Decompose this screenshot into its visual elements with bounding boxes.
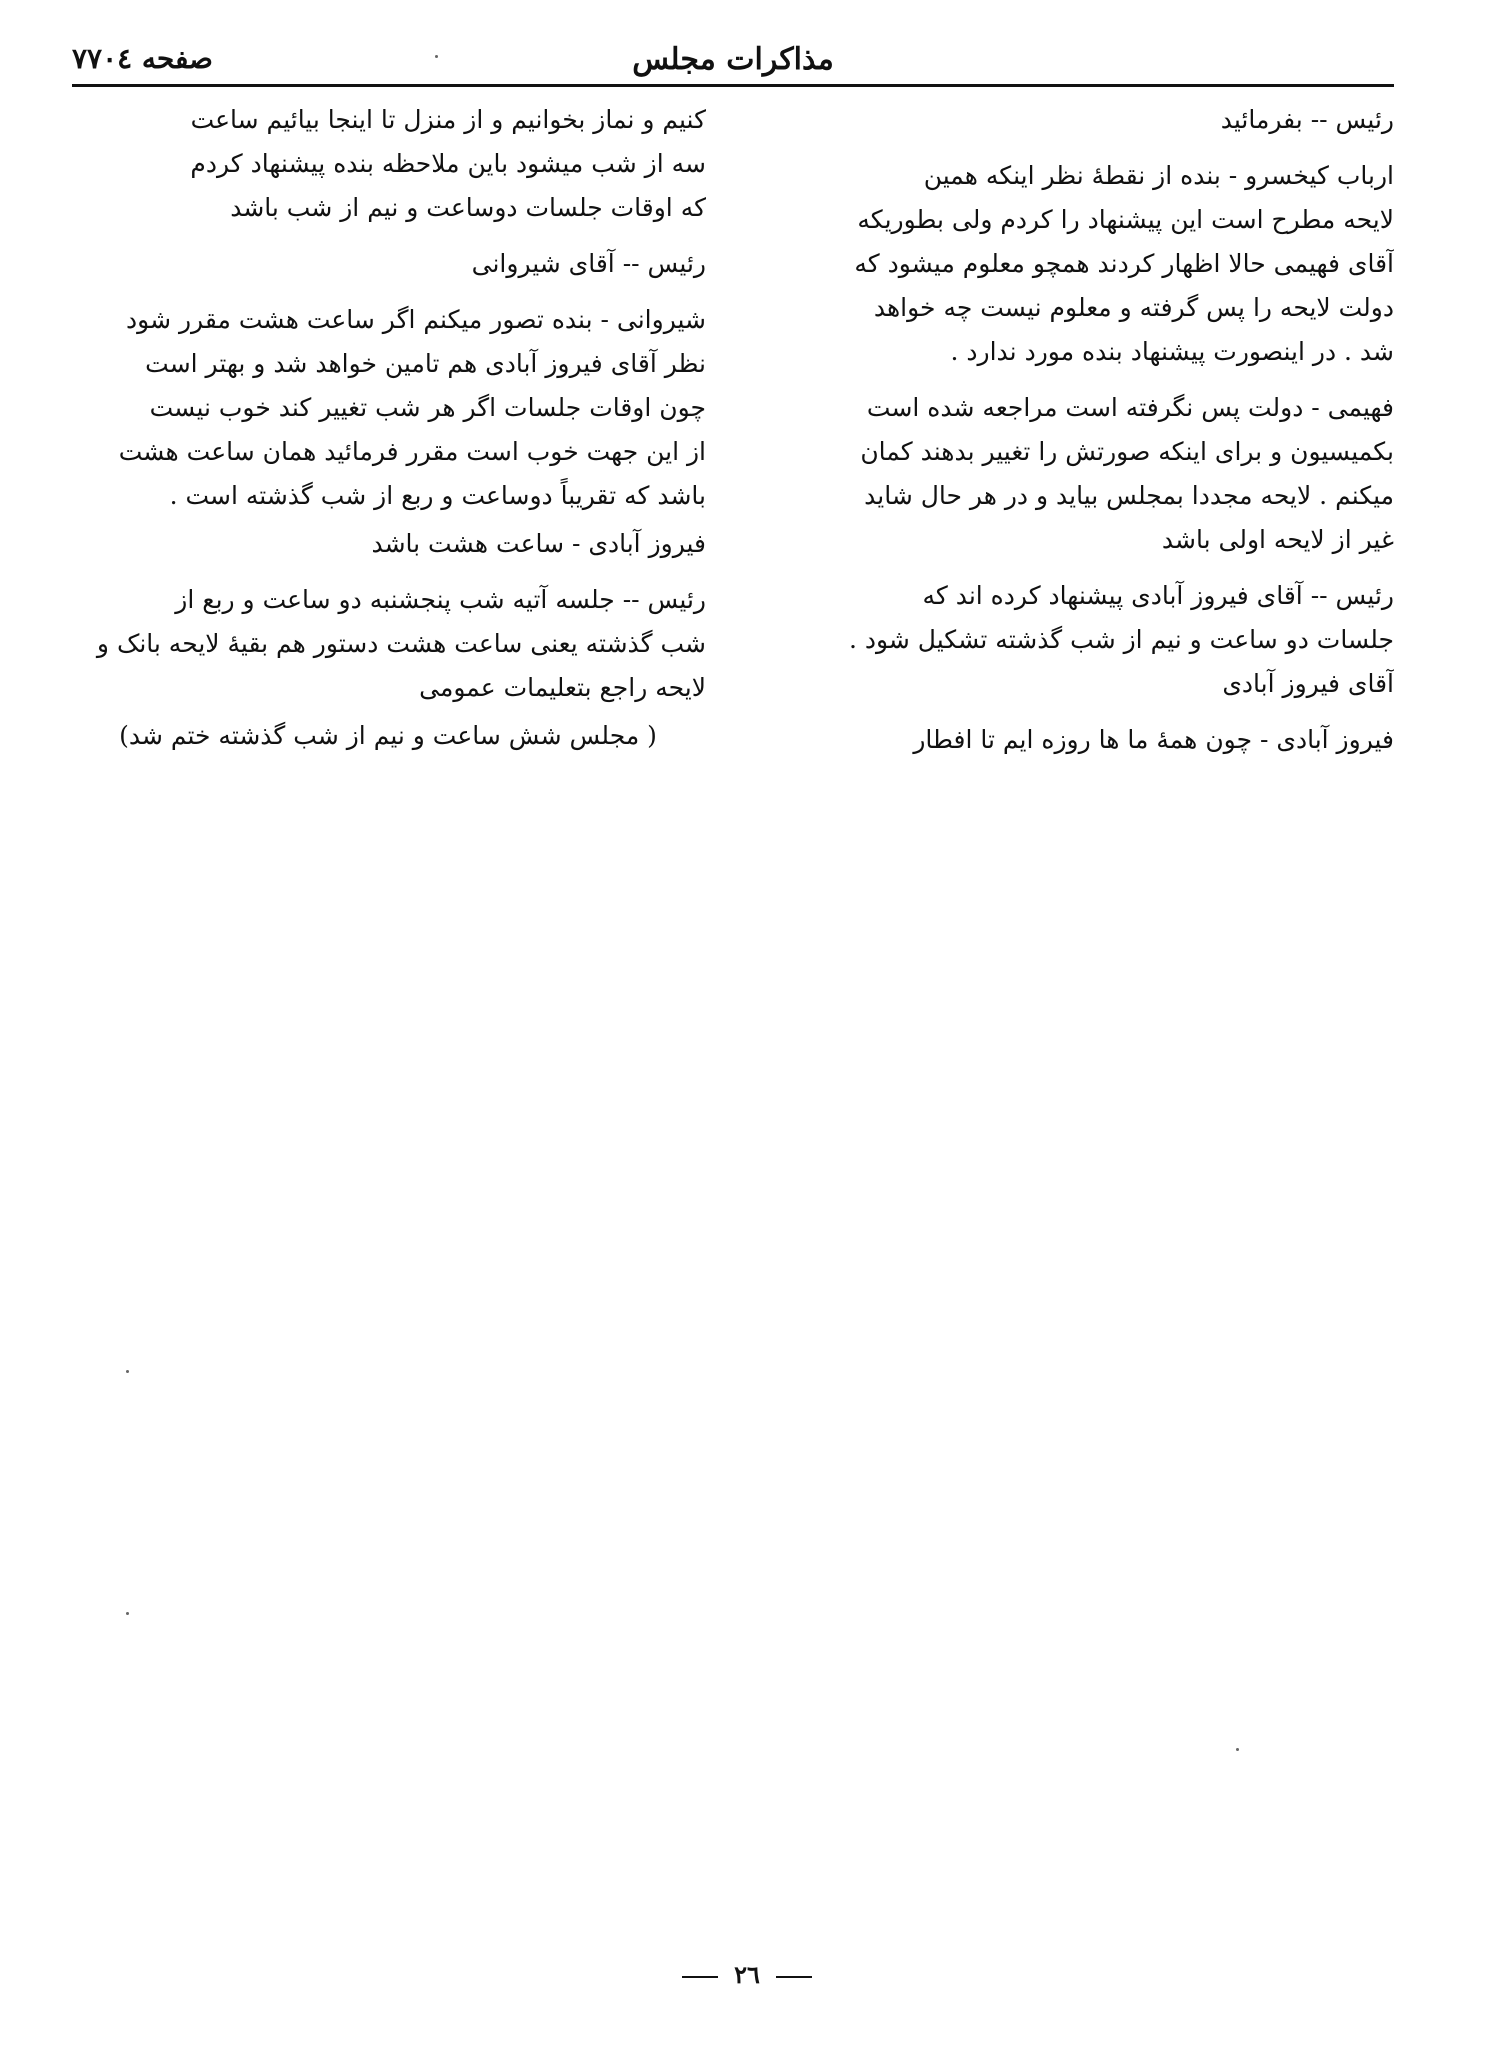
text-line: آقای فهیمی حالا اظهار کردند همچو معلوم میشود که bbox=[854, 249, 1394, 278]
text-line: سه از شب میشود باین ملاحظه بنده پیشنهاد کردم bbox=[190, 149, 706, 178]
page-footer bbox=[0, 1960, 1494, 1989]
text-line: که اوقات جلسات دوساعت و نیم از شب باشد bbox=[230, 193, 706, 222]
paragraph-firouzabadi-eight bbox=[70, 522, 706, 566]
paragraph-shirvani bbox=[70, 298, 706, 518]
text-line: فهیمی - دولت پس نگرفته است مراجعه شده است bbox=[866, 393, 1394, 422]
paragraph-continuation bbox=[70, 98, 706, 230]
text-line: آقای فیروز آبادی bbox=[1222, 669, 1394, 698]
paragraph-president-please bbox=[758, 98, 1394, 142]
text-line: چون اوقات جلسات اگر هر شب تغییر کند خوب نیست bbox=[149, 393, 706, 422]
text-line: نظر آقای فیروز آبادی هم تامین خواهد شد و بهتر است bbox=[145, 349, 706, 378]
scan-speck bbox=[126, 1370, 129, 1373]
text-line: کنیم و نماز بخوانیم و از منزل تا اینجا بیائیم ساعت bbox=[190, 105, 706, 134]
text-line: شد . در اینصورت پیشنهاد بنده مورد ندارد . bbox=[950, 337, 1394, 366]
paragraph-session-closed bbox=[70, 714, 706, 758]
text-line: رئیس -- بفرمائید bbox=[1220, 105, 1394, 134]
footer-dash bbox=[776, 1976, 812, 1978]
paragraph-arbab-keikhosrow bbox=[758, 154, 1394, 374]
scan-speck bbox=[126, 1612, 129, 1615]
text-line: غیر از لایحه اولی باشد bbox=[1161, 525, 1394, 554]
text-line: رئیس -- جلسه آتیه شب پنجشنبه دو ساعت و ربع از bbox=[175, 585, 706, 614]
right-column bbox=[758, 98, 1394, 766]
text-line: ارباب کیخسرو - بنده از نقطهٔ نظر اینکه همین bbox=[923, 161, 1394, 190]
page-header bbox=[72, 28, 1394, 82]
text-line: فیروز آبادی - چون همهٔ ما ها روزه ایم تا افطار bbox=[913, 725, 1394, 754]
text-line: میکنم . لایحه مجددا بمجلس بیاید و در هر حال شاید bbox=[864, 481, 1394, 510]
text-line: لایحه مطرح است این پیشنهاد را کردم ولی بطوریکه bbox=[857, 205, 1394, 234]
footer-dash bbox=[682, 1976, 718, 1978]
left-column bbox=[70, 98, 706, 762]
text-line: رئیس -- آقای شیروانی bbox=[471, 249, 706, 278]
journal-title: مذاکرات مجلس bbox=[632, 42, 834, 77]
text-line: دولت لایحه را پس گرفته و معلوم نیست چه خواهد bbox=[873, 293, 1394, 322]
text-line: فیروز آبادی - ساعت هشت باشد bbox=[371, 529, 706, 558]
text-line: بکمیسیون و برای اینکه صورتش را تغییر بدهند کمان bbox=[860, 437, 1394, 466]
paragraph-president-proposal bbox=[758, 574, 1394, 706]
text-line: باشد که تقریباً دوساعت و ربع از شب گذشته است . bbox=[169, 481, 706, 510]
text-line: رئیس -- آقای فیروز آبادی پیشنهاد کرده اند که bbox=[922, 581, 1394, 610]
page-number: ۲٦ bbox=[734, 1960, 760, 1989]
text-line: لایحه راجع بتعلیمات عمومی bbox=[419, 673, 706, 702]
header-divider bbox=[72, 84, 1394, 87]
paragraph-firouzabadi bbox=[758, 718, 1394, 762]
paragraph-president-shirvani bbox=[70, 242, 706, 286]
page-label: صفحه ۷۷۰٤ bbox=[72, 42, 213, 75]
text-line: جلسات دو ساعت و نیم از شب گذشته تشکیل شود . bbox=[848, 625, 1394, 654]
text-line: شب گذشته یعنی ساعت هشت دستور هم بقیهٔ لایحه بانک و bbox=[96, 629, 706, 658]
text-line: ( مجلس شش ساعت و نیم از شب گذشته ختم شد) bbox=[119, 721, 657, 750]
scan-speck bbox=[435, 55, 438, 58]
paragraph-fahimi bbox=[758, 386, 1394, 562]
paragraph-president-next-session bbox=[70, 578, 706, 710]
text-line: شیروانی - بنده تصور میکنم اگر ساعت هشت مقرر شود bbox=[126, 305, 706, 334]
scan-speck bbox=[1236, 1748, 1239, 1751]
text-line: از این جهت خوب است مقرر فرمائید همان ساعت هشت bbox=[118, 437, 706, 466]
